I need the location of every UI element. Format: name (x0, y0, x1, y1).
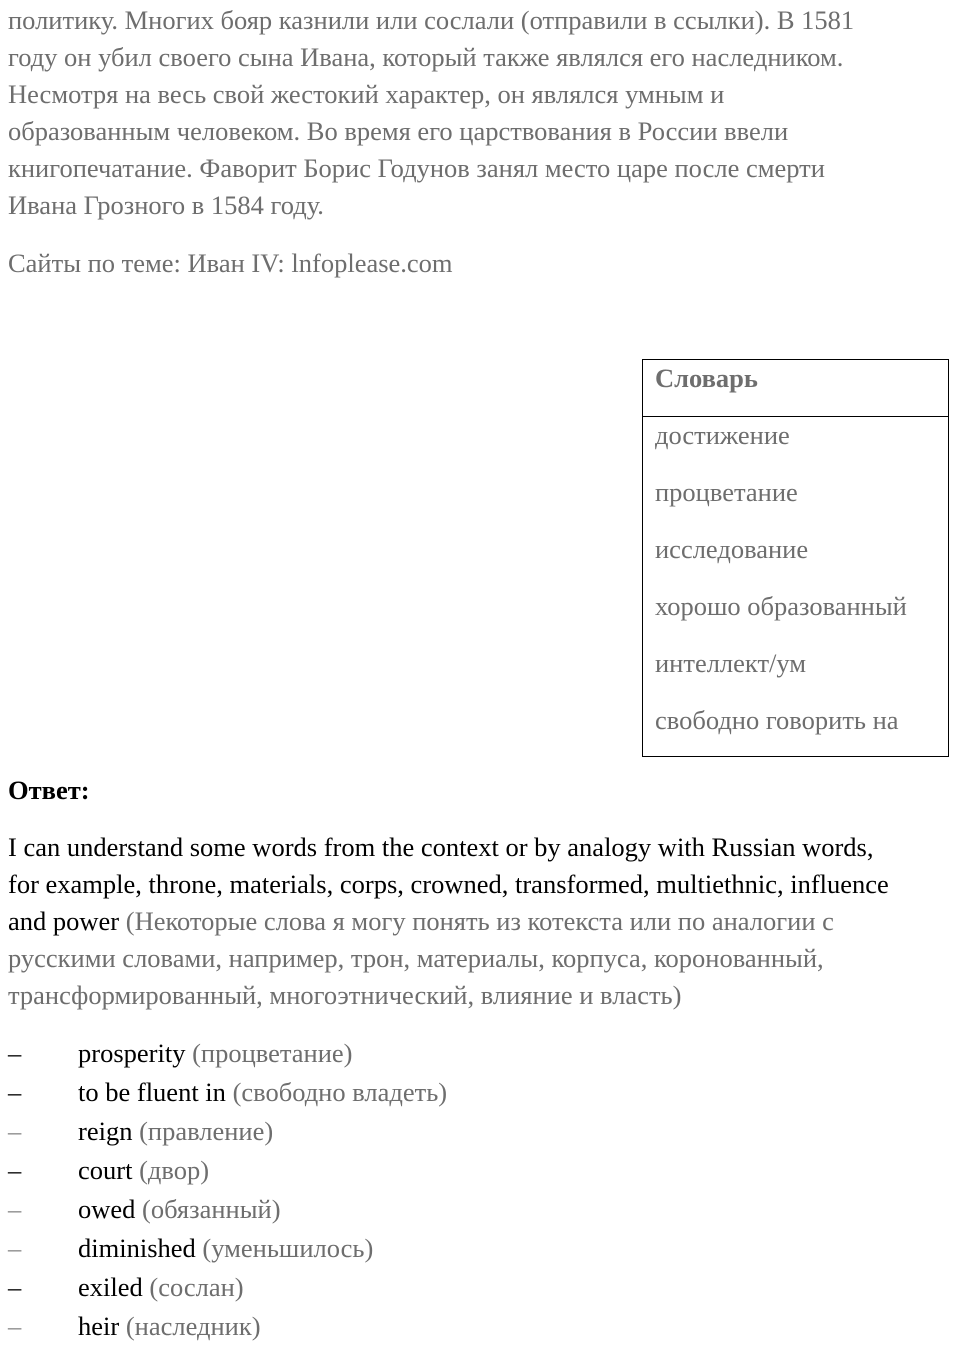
vocabulary-item: достижение (655, 420, 790, 450)
list-item (8, 1113, 447, 1152)
list-item (8, 1035, 447, 1074)
intro-line: образованным человеком. Во время его царствования в России ввели (8, 116, 789, 146)
vocabulary-item: интеллект/ум (655, 648, 807, 678)
list-item (8, 1269, 447, 1308)
vocabulary-item: хорошо образованный (655, 591, 907, 621)
word-en: to be fluent in (78, 1077, 226, 1107)
list-item (8, 1152, 447, 1191)
intro-line: Несмотря на весь свой жестокий характер, он являлся умным и (8, 79, 725, 109)
word-en: owed (78, 1194, 136, 1224)
vocabulary-box (642, 359, 949, 757)
vocabulary-item: исследование (655, 534, 809, 564)
intro-line: политику. Многих бояр казнили или сослали (отправили в ссылки). В 1581 (8, 5, 855, 35)
list-item (8, 1074, 447, 1113)
dash-bullet: – (8, 1311, 22, 1341)
word-en: heir (78, 1311, 120, 1341)
intro-line: году он убил своего сына Ивана, который также являлся его наследником. (8, 42, 844, 72)
word-en: court (78, 1155, 133, 1185)
word-en: diminished (78, 1233, 196, 1263)
answer-paragraph (8, 829, 953, 1014)
dash-bullet: – (8, 1272, 22, 1302)
list-item (8, 1308, 447, 1347)
answer-line (8, 903, 953, 940)
word-en: exiled (78, 1272, 143, 1302)
dash-bullet: – (8, 1233, 22, 1263)
dash-bullet: – (8, 1077, 22, 1107)
word-en: prosperity (78, 1038, 186, 1068)
word-ru: (уменьшилось) (195, 1233, 374, 1263)
intro-paragraph (8, 2, 953, 224)
vocabulary-item: процветание (655, 477, 798, 507)
dash-bullet: – (8, 1194, 22, 1224)
dash-bullet: – (8, 1155, 22, 1185)
answer-line-en: and power (8, 906, 120, 936)
dash-bullet: – (8, 1038, 22, 1068)
intro-line: книгопечатание. Фаворит Борис Годунов занял место царе после смерти (8, 153, 825, 183)
word-list (8, 1035, 447, 1347)
dash-bullet: – (8, 1116, 22, 1146)
vocabulary-title: Словарь (643, 360, 948, 417)
word-ru: (наследник) (119, 1311, 261, 1341)
answer-line-ru: (Некоторые слова я могу понять из котекста или по аналогии с (119, 906, 834, 936)
answer-line: I can understand some words from the context or by analogy with Russian words, (8, 832, 874, 862)
word-ru: (сослан) (142, 1272, 244, 1302)
word-ru: (свободно владеть) (225, 1077, 448, 1107)
related-sites: Сайты по теме: Иван IV: lnfoplease.com (8, 248, 453, 278)
answer-heading: Ответ: (8, 775, 90, 805)
answer-line: русскими словами, например, трон, материалы, корпуса, коронованный, (8, 943, 824, 973)
word-ru: (правление) (132, 1116, 274, 1146)
list-item (8, 1230, 447, 1269)
word-ru: (двор) (132, 1155, 210, 1185)
intro-line: Ивана Грозного в 1584 году. (8, 190, 324, 220)
vocabulary-item: свободно говорить на (655, 705, 899, 735)
word-ru: (обязанный) (135, 1194, 281, 1224)
answer-line: for example, throne, materials, corps, crowned, transformed, multiethnic, influence (8, 869, 889, 899)
list-item (8, 1191, 447, 1230)
answer-line: трансформированный, многоэтнический, влияние и власть) (8, 980, 682, 1010)
word-ru: (процветание) (185, 1038, 353, 1068)
vocabulary-list (643, 417, 948, 759)
word-en: reign (78, 1116, 133, 1146)
